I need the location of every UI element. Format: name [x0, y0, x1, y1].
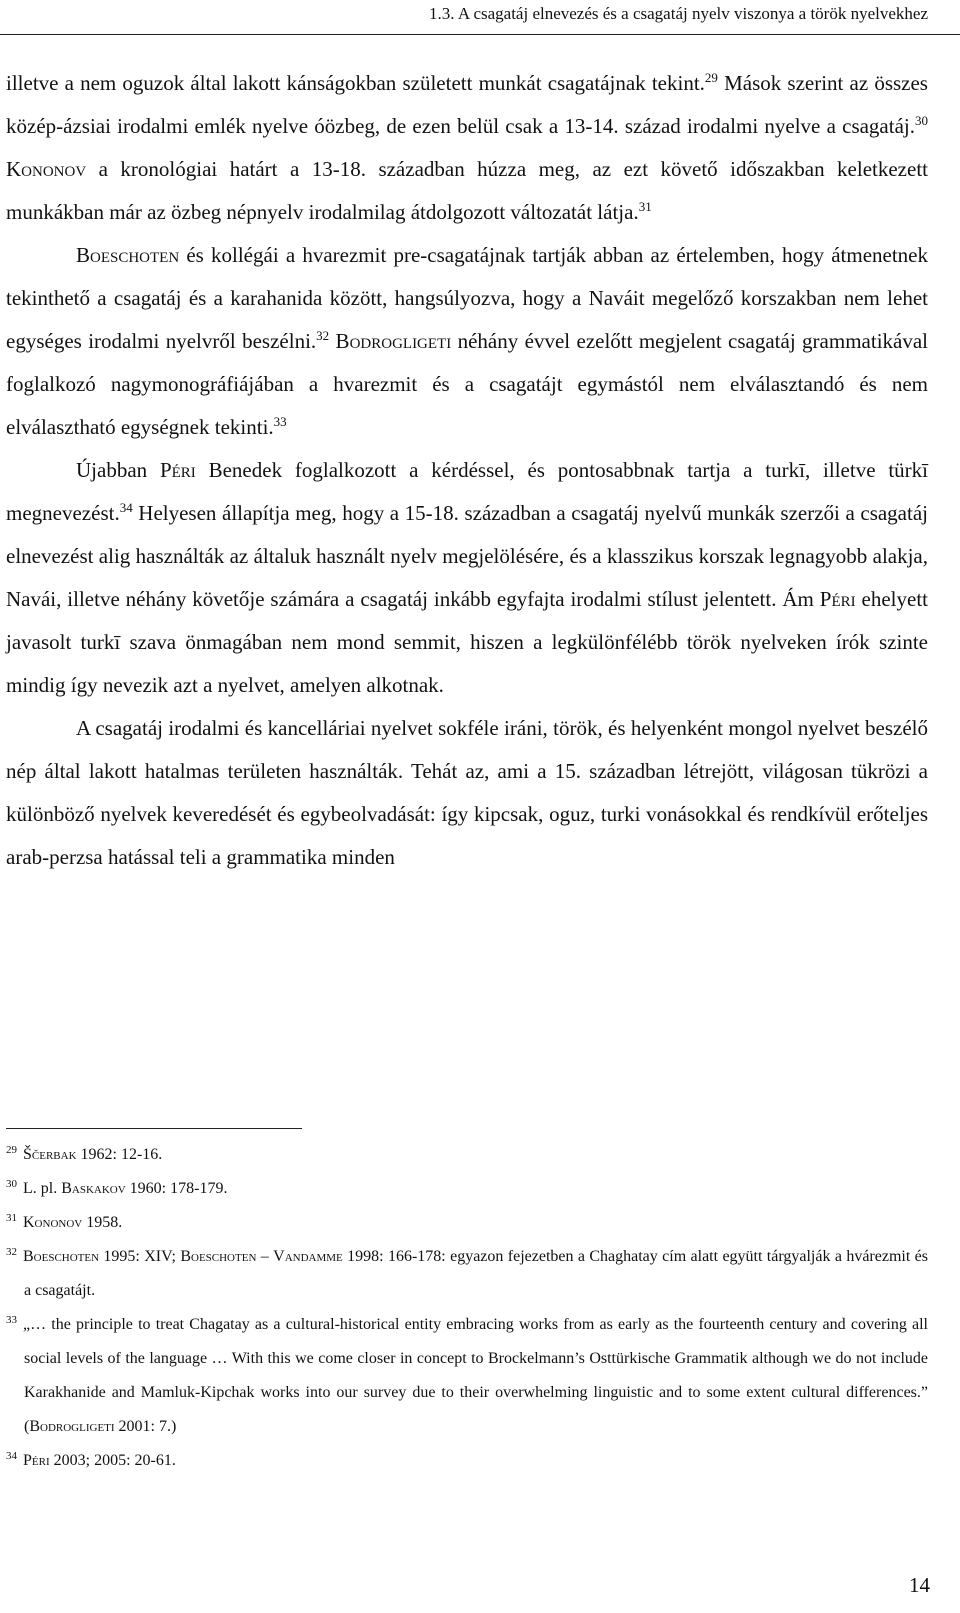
author-name: Péri	[159, 458, 196, 482]
page-number: 14	[909, 1573, 930, 1597]
footnote-31: $^{31}$ Kononov 1958.	[6, 1211, 123, 1231]
footnote-rule	[6, 1128, 302, 1129]
author-name: Boeschoten	[76, 243, 180, 267]
header-rule	[0, 34, 960, 35]
paragraph-3: Újabban Péri Benedek foglalkozott a kérdéssel, és pontosabbnak tartja a turkī, illetve türkī megnevezést.$^{34}$ Helyesen állapítja meg, hogy a 15-18. században a csagatáj nyelvű munkák szerzői a csagatáj elnevezést alig használták az általuk használt nyelv megjelölésére, és a klasszikus korszak legnagyobb alakja, Navái, illetve néhány követője számára a csagatáj inkább egyfajta irodalmi stílust jelentett. Ám Péri ehelyett javasolt turkī szava önmagában nem mond semmit, hiszen a legkülönfélébb török nyelveken írók szinte mindig így nevezik azt a nyelvet, amelyen alkotnak.	[6, 458, 928, 697]
footnote-29: $^{29}$ Ščerbak 1962: 12-16.	[6, 1143, 163, 1163]
paragraph-1: illetve a nem oguzok által lakott kánságokban született munkát csagatájnak tekint.$^{29}$ Mások szerint az összes közép-ázsiai irodalmi emlék nyelve óözbeg, de ezen belül csak a 13-14. század irodalmi nyelve a csagatáj.$^{30}$ Kononov a kronológiai határt a 13-18. században húzza meg, az ezt követő időszakban keletkezett munkákban már az özbeg népnyelv irodalmilag átdolgozott változatát látja.$^{31}$	[6, 70, 928, 224]
footnotes	[6, 1138, 928, 1478]
footnote-ref-32[interactable]: 32	[316, 328, 330, 343]
footnote-32: $^{32}$ Boeschoten 1995: XIV; Boeschoten – Vandamme 1998: 166-178: egyazon fejezetben a Chaghatay cím alatt együtt tárgyalják a hvárezmit és a csagatájt.	[6, 1245, 929, 1299]
running-header: 1.3. A csagatáj elnevezés és a csagatáj nyelv viszonya a török nyelvekhez	[429, 4, 928, 23]
author-name: Kononov	[6, 157, 87, 181]
footnote-33: $^{33}$ „… the principle to treat Chagatay as a cultural-historical entity embracing works from as early as the fourteenth century and covering all social levels of the language … With this we come closer in concept to Brockelmann’s Osttürkische Grammatik although we do not include Karakhanide and Mamluk-Kipchak works into our survey due to their overwhelming linguistic and to some extent cultural differences.” (Bodrogligeti 2001: 7.)	[6, 1313, 928, 1435]
footnote-ref-34[interactable]: 34	[119, 500, 133, 515]
author-name: Péri	[819, 587, 856, 611]
footnote-30: $^{30}$ L. pl. Baskakov 1960: 178-179.	[6, 1177, 228, 1197]
author-name: Bodrogligeti	[329, 329, 452, 353]
footnote-ref-30[interactable]: 30	[915, 113, 928, 128]
body-text	[6, 62, 928, 879]
footnote-ref-33[interactable]: 33	[273, 414, 287, 429]
paragraph-4: A csagatáj irodalmi és kancelláriai nyelvet sokféle iráni, török, és helyenként mongol nyelvet beszélő nép által lakott hatalmas területen használták. Tehát az, ami a 15. században létrejött, világosan tükrözi a különböző nyelvek keveredését és egybeolvadását: így kipcsak, oguz, turki vonásokkal és rendkívül erőteljes arab-perzsa hatással teli a grammatika minden	[6, 716, 928, 869]
footnote-ref-31[interactable]: 31	[638, 199, 652, 214]
footnote-34: $^{34}$ Péri 2003; 2005: 20-61.	[6, 1449, 176, 1469]
paragraph-2: Boeschoten és kollégái a hvarezmit pre-csagatájnak tartják abban az értelemben, hogy átmenetnek tekinthető a csagatáj és a karahanida között, hangsúlyozva, hogy a Naváit megelőző korszakban nem lehet egységes irodalmi nyelvről beszélni.$^{32}$ Bodrogligeti néhány évvel ezelőtt megjelent csagatáj grammatikával foglalkozó nagymonográfiájában a hvarezmit és a csagatájt egymástól nem elválasztandó és nem elválasztható egységnek tekinti.$^{33}$	[6, 243, 929, 439]
footnote-ref-29[interactable]: 29	[704, 70, 718, 85]
